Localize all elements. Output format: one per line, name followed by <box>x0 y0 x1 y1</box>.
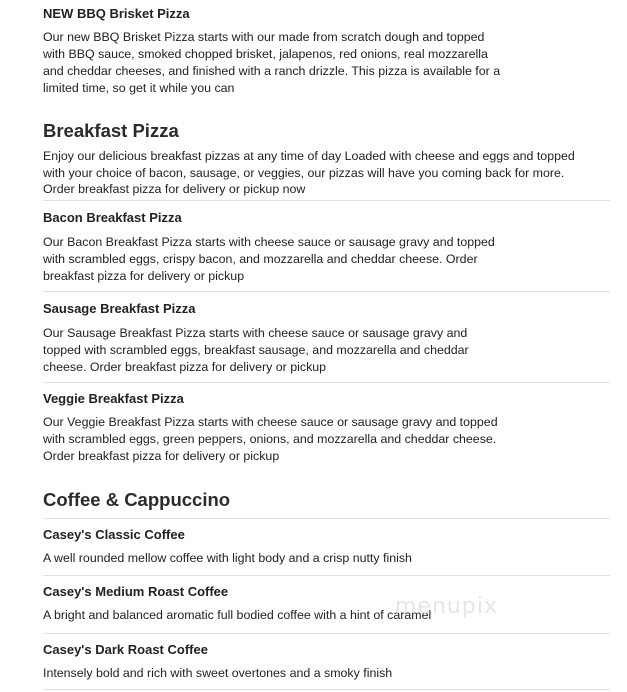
item-desc-line: Our Sausage Breakfast Pizza starts with cheese sauce or sausage gravy and <box>43 326 468 340</box>
section-breakfast <box>43 120 610 198</box>
item-title: Casey's Dark Roast Coffee <box>43 642 208 657</box>
item-title: Sausage Breakfast Pizza <box>43 301 196 316</box>
item-desc-line: limited time, so get it while you can <box>43 81 235 95</box>
item-desc-line: Our Veggie Breakfast Pizza starts with cheese sauce or sausage gravy and topped <box>43 415 498 429</box>
watermark-logo: menupix <box>395 594 498 619</box>
item-desc-line: Our Bacon Breakfast Pizza starts with cheese sauce or sausage gravy and topped <box>43 235 495 249</box>
item-desc-line: with scrambled eggs, green peppers, onions, and mozzarella and cheddar cheese. <box>43 432 497 446</box>
divider <box>43 382 610 383</box>
section-title: Coffee & Cappuccino <box>43 489 231 510</box>
menu-item-dark-roast-coffee <box>43 642 610 682</box>
section-desc-line: Enjoy our delicious breakfast pizzas at any time of day Loaded with cheese and eggs and topped <box>43 149 575 163</box>
item-desc-line: topped with scrambled eggs, breakfast sausage, and mozzarella and cheddar <box>43 343 469 357</box>
item-desc-line: with BBQ sauce, smoked chopped brisket, jalapenos, red onions, real mozzarella <box>43 47 488 61</box>
item-desc-line: Our new BBQ Brisket Pizza starts with our made from scratch dough and topped <box>43 30 485 44</box>
divider <box>43 200 610 201</box>
menu-item-medium-roast-coffee <box>43 584 610 624</box>
divider <box>43 633 610 634</box>
menu-item-sausage-breakfast <box>43 301 610 376</box>
item-desc-line: and cheddar cheeses, and finished with a ranch drizzle. This pizza is available for a <box>43 64 501 78</box>
menu-item-bacon-breakfast <box>43 210 610 285</box>
item-desc-line: cheese. Order breakfast pizza for delivery or pickup <box>43 360 327 374</box>
item-title: Bacon Breakfast Pizza <box>43 210 182 225</box>
item-title: Veggie Breakfast Pizza <box>43 391 184 406</box>
section-desc-line: with your choice of bacon, sausage, or veggies, our pizzas will have you coming back for more. <box>43 165 565 180</box>
item-title: Casey's Classic Coffee <box>43 527 185 542</box>
menu-item-classic-coffee <box>43 527 610 567</box>
menu-item-veggie-breakfast <box>43 391 610 465</box>
item-desc-line: Order breakfast pizza for delivery or pickup <box>43 449 280 463</box>
item-title: NEW BBQ Brisket Pizza <box>43 6 190 21</box>
section-title: Breakfast Pizza <box>43 120 179 141</box>
section-desc-line: Order breakfast pizza for delivery or pickup now <box>43 182 306 196</box>
item-desc-line: breakfast pizza for delivery or pickup <box>43 269 245 283</box>
item-desc-line: A bright and balanced aromatic full bodied coffee with a hint of caramel <box>43 608 432 622</box>
item-desc-line: A well rounded mellow coffee with light body and a crisp nutty finish <box>43 551 412 565</box>
item-desc-line: with scrambled eggs, crispy bacon, and mozzarella and cheddar cheese. Order <box>43 252 478 266</box>
item-title: Casey's Medium Roast Coffee <box>43 584 229 599</box>
divider <box>43 518 610 519</box>
divider <box>43 575 610 576</box>
section-coffee <box>43 489 610 511</box>
divider <box>43 291 610 292</box>
divider <box>43 689 610 690</box>
item-desc-line: Intensely bold and rich with sweet overtones and a smoky finish <box>43 666 393 680</box>
menu-item-bbq-brisket <box>43 6 610 97</box>
